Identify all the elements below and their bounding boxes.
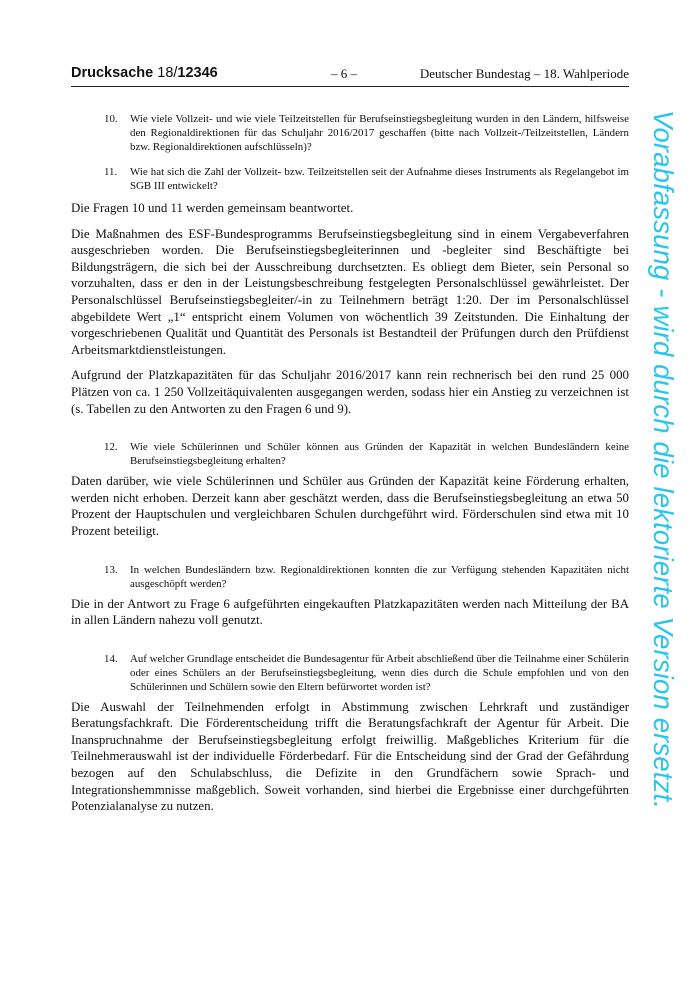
answer-14: Die Auswahl der Teilnehmenden erfolgt in Abstimmung zwischen Lehrkraft und zuständiger Beratungsfachkraft. Die Förderentscheidung trifft die Beratungsfachkraft der Agentur für Arbeit. Die Inanspruchnahme der Berufseinstiegsbegleitung erfolgt freiwillig. Maßgebliches Kriterium für die Teilnehmerauswahl ist der individuelle Förderbedarf. Für die Entscheidung sind der Grad der Gefährdung bezogen auf den Schulabschluss, die Defizite in den Grundfächern sowie Sprach- und Integrationshemmnisse maßgeblich. Soweit vorhanden, sind hierbei die Ergebnisse einer durchgeführten Potenzialanalyse zu nutzen. [71,699,629,814]
answer-10-11-intro: Die Fragen 10 und 11 werden gemeinsam beantwortet. [71,201,354,215]
question-14 [104,652,629,694]
question-13 [104,563,629,591]
draft-watermark [644,110,682,905]
question-12 [104,440,629,468]
question-text: Wie viele Schülerinnen und Schüler können aus Gründen der Kapazität in welchen Bundesländern keine Berufseinstiegsbegleitung erhalten? [130,441,629,468]
answer-13: Die in der Antwort zu Frage 6 aufgeführten eingekauften Platzkapazitäten werden nach Mitteilung der BA in allen Ländern nahezu voll genutzt. [71,596,629,628]
page-number: – 6 – [331,66,357,81]
main-content [71,112,629,815]
question-10 [104,112,629,154]
question-number: 13. [104,563,118,576]
doc-number-prefix: 18/ [157,65,178,81]
question-number: 14. [104,652,118,665]
answer-12: Daten darüber, wie viele Schülerinnen und Schüler aus Gründen der Kapazität keine Förderung erhalten, werden nicht erhoben. Derzeit kann aber geschätzt werden, dass die Berufseinstiegsbegleitung an etwa 50 Prozent der Hauptschulen und vergleichbaren Schulen durchgeführt wird. Förderschulen sind etwa mit 10 Prozent beteiligt. [71,474,629,538]
question-number: 11. [104,166,118,178]
institution-name: Deutscher Bundestag – 18. Wahlperiode [419,66,629,81]
doc-number: 12346 [177,65,218,81]
question-number: 12. [104,441,118,454]
question-text: In welchen Bundesländern bzw. Regionaldirektionen konnten die zur Verfügung stehenden Kapazitäten nicht ausgeschöpft werden? [130,563,629,590]
answer-10-11-paragraph-2: Aufgrund der Platzkapazitäten für das Schuljahr 2016/2017 kann rein rechnerisch bei den rund 25 000 Plätzen von ca. 1 250 Vollzeitäquivalenten ausgegangen werden, sodass hier ein Anstieg zu verzeichnen ist (s. Tabellen zu den Antworten zu den Fragen 6 und 9). [71,368,629,416]
watermark-text: Vorabfassung - wird durch die lektorierte Version ersetzt. [648,110,679,810]
doc-label: Drucksache [71,65,154,81]
document-number [71,65,218,81]
question-11 [104,165,629,193]
question-text: Wie viele Vollzeit- und wie viele Teilzeitstellen für Berufseinstiegsbegleitung wurden in den Ländern, hilfsweise den Regionaldirektionen für das Schuljahr 2016/2017 geschaffen (bitte nach Vollzeit-/Teilzeitstellen, Ländern bzw. Regionaldirektionen aufschlüsseln)? [130,113,629,153]
question-text: Wie hat sich die Zahl der Vollzeit- bzw. Teilzeitstellen seit der Aufnahme dieses Instruments als Regelangebot im SGB III entwickelt? [130,166,629,192]
page-header [71,64,629,87]
answer-10-11-paragraph-1: Die Maßnahmen des ESF-Bundesprogramms Berufseinstiegsbegleitung sind in einem Vergabeverfahren ausgeschrieben worden. Die Berufseinstiegsbegleiterinnen und -begleiter sind Beschäftigte bei Bildungsträgern, die sich bei der Ausschreibung durchsetzten. Es obliegt dem Bieter, sein Personal so vorzuhalten, dass er den in der Leistungsbeschreibung festgelegten Personalschlüssel gewährleistet. Der Personalschlüssel Berufseinstiegsbegleiter/-in zu Teilnehmern beträgt 1:20. Der im Personalschlüssel abgebildete Wert „1“ entspricht einem Volumen von wöchentlich 39 Zeitstunden. Die Einhaltung der vorgeschriebenen Qualität und Quantität des Personals ist Bestandteil der Prüfungen durch den Prüfdienst Arbeitsmarktdienstleistungen. [71,226,629,357]
question-number: 10. [104,113,118,125]
question-text: Auf welcher Grundlage entscheidet die Bundesagentur für Arbeit abschließend über die Teilnahme einer Schülerin oder eines Schülers an der Berufseinstiegsbegleitung, wenn dies durch die Schule empfohlen und von den Schülerinnen und Schülern sowie den Eltern befürwortet worden ist? [130,652,629,693]
